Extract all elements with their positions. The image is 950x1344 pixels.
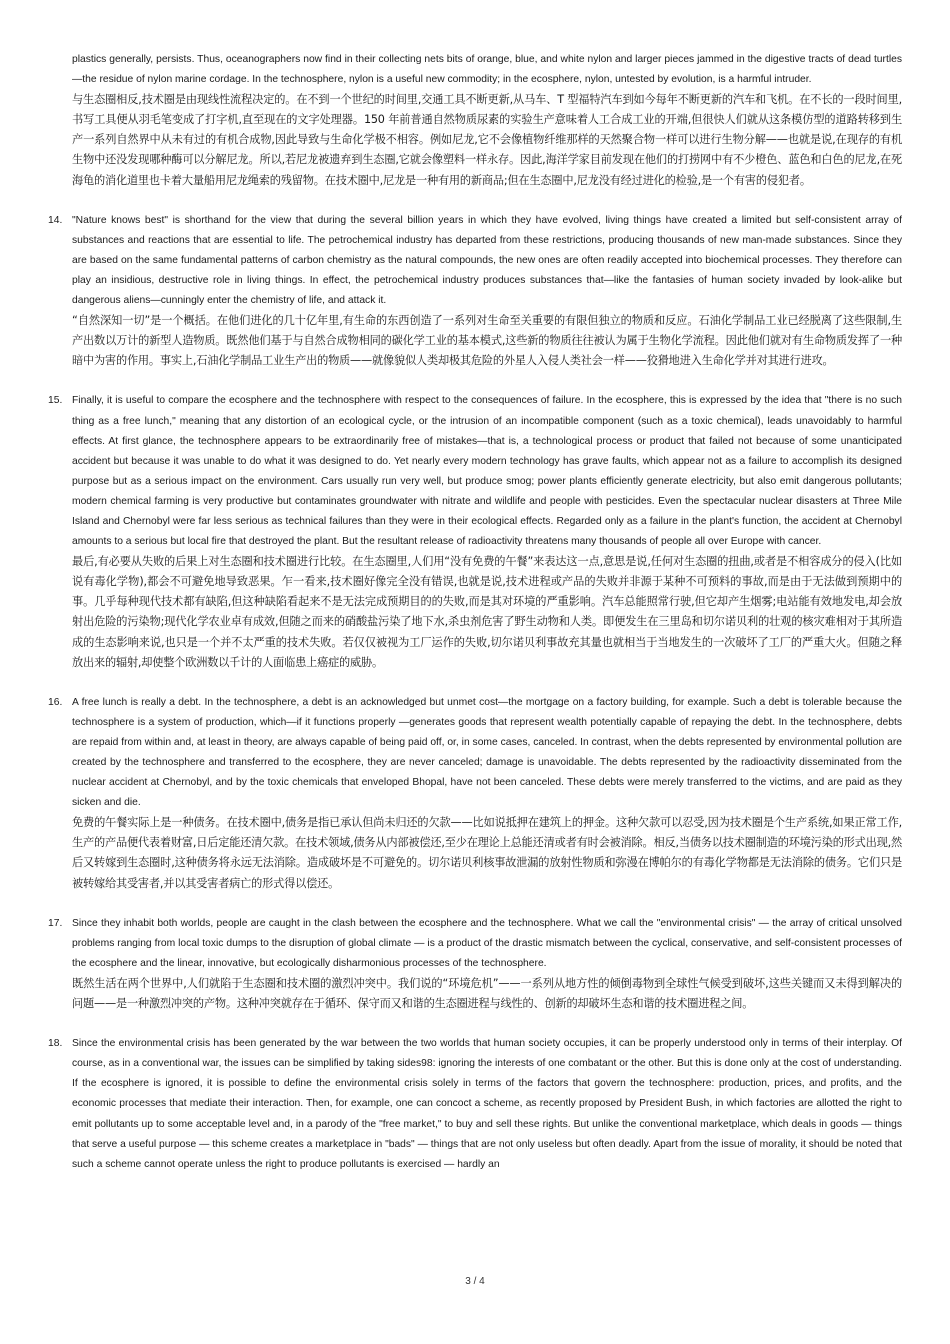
paragraph-english: Since the environmental crisis has been generated by the war between the two worlds that human society occupies, it can be properly understood only in terms of their interplay. Of course, as in a conventional war, the issues can be simplified by taking sides98: ignoring the interests of one combatant or the other. But this is done only at the cost of understanding. If the ecosphere is ignored, it is possible to define the environmental crisis solely in terms of the factors that govern the technosphere: production, prices, and profits, and the economic processes that mediate their interaction. Then, for example, one can concoct a scheme, as recently proposed by President Bush, in which factories are allotted the right to emit pollutants up to some acceptable level and, in a parody of the "free market," to buy and sell these rights. But unlike the conventional marketplace, which deals in goods — things that serve a useful purpose — this scheme creates a marketplace in "bads" — things that are not only useless but often deadly. Apart from the issue of morality, it should be noted that such a scheme cannot operate unless the right to produce pollutants is exercised — hardly an xyxy=(72,1038,902,1170)
paragraph-number: 17. xyxy=(48,917,63,929)
paragraph-number: 15. xyxy=(48,395,63,407)
paragraph-chinese: 与生态圈相反,技术圈是由现线性流程决定的。在不到一个世纪的时间里,交通工具不断更新,从马车、T 型福特汽车到如今每年不断更新的汽车和飞机。在不长的一段时间里,书写工具便从羽毛笔变成了打字机,直至现在的文字处理器。150 年前普通自然物质尿素的实验生产意味着人工合成工业的开端,但很快人们就从这条模仿型的道路转移到生产一系列自然界中从未有过的有机合成物,因此导致与生命化学极不相容。例如尼龙,它不会像植物纤维那样的天然聚合物一样可以进行生物分解——也就是说,在现存的有机生物中还没发现哪种酶可以分解尼龙。所以,若尼龙被遗弃到生态圈,它就会像塑料一样永存。因此,海洋学家目前发现在他们的打捞网中有不少橙色、蓝色和白色的尼龙,在死海龟的消化道里也卡着大量船用尼龙绳索的残留物。在技术圈中,尼龙是一种有用的新商品;但在生态圈中,尼龙没有经过进化的检验,是一个有害的侵犯者。 xyxy=(72,93,902,187)
paragraph-english: Finally, it is useful to compare the ecosphere and the technosphere with respect to the consequences of failure. In the ecosphere, this is expressed by the idea that "there is no such thing as a free lunch," meaning that any distortion of an ecological cycle, or the intrusion of an incompatible component (such as a toxic chemical), leads unavoidably to harmful effects. At first glance, the technosphere appears to be extraordinarily free of mistakes—that is, a technological process or product that failed not because of some unanticipated accident but because it was unable to do what it was designed to do. Yet nearly every modern technology has grave faults, which appear not as a failure to accomplish its designed purpose but as a serious impact on the environment. Cars usually run very well, but produce smog; power plants efficiently generate electricity, but also emit dangerous pollutants; modern chemical farming is very productive but contaminates groundwater with nitrate and wildlife and people with pesticides. Even the spectacular nuclear disasters at Three Mile Island and Chernobyl were far less serious as technical failures than they were in their ecological effects. Regarded only as a failure in the plant's function, the accident at Chernobyl amounts to a serious but local fire that destroyed the plant. But the resultant release of radioactivity threatens many thousands of people all over Europe with cancer. xyxy=(72,395,902,548)
page-content xyxy=(48,50,902,1195)
paragraph-number: 14. xyxy=(48,214,63,226)
paragraph-17 xyxy=(48,914,902,1014)
paragraph-15 xyxy=(48,391,902,672)
paragraph-english: Since they inhabit both worlds, people are caught in the clash between the ecosphere and the technosphere. What we call the "environmental crisis" — the array of critical unsolved problems ranging from local toxic dumps to the disruption of global climate — is a product of the drastic mismatch between the cyclical, conservative, and self-consistent processes of the ecosphere and the linear, innovative, but ecologically disharmonious processes of the technosphere. xyxy=(72,917,902,969)
paragraph-english: A free lunch is really a debt. In the technosphere, a debt is an acknowledged but unmet cost—the mortgage on a factory building, for example. Such a debt is tolerable because the technosphere is a system of production, which—if it functions properly —generates goods that represent wealth potentially capable of repaying the debt. In the technosphere, debts are repaid from within and, at least in theory, are always capable of being paid off, or, in some cases, canceled. In contrast, when the debts represented by environmental pollution are created by the technosphere and transferred to the ecosphere, they are never canceled; damage is unavoidable. The debts represented by the radioactivity disseminated from the nuclear accident at Chernobyl, and by the toxic chemicals that enveloped Bhopal, have not been canceled. These debts were merely transferred to the victims, and are paid as they sicken and die. xyxy=(72,696,902,809)
paragraph-english: plastics generally, persists. Thus, oceanographers now find in their collecting nets bits of orange, blue, and white nylon and larger pieces jammed in the digestive tracts of dead turtles—the residue of nylon marine cordage. In the technosphere, nylon is a useful new commodity; in the ecosphere, nylon, untested by evolution, is a harmful intruder. xyxy=(72,54,902,86)
page-number: 3 / 4 xyxy=(465,1276,485,1287)
paragraph-chinese: 免费的午餐实际上是一种债务。在技术圈中,债务是指已承认但尚未归还的欠款——比如说抵押在建筑上的押金。这种欠款可以忍受,因为技术圈是个生产系统,如果正常工作,生产的产品便代表着财富,日后定能还清欠款。在技术领域,债务从内部被偿还,至少在理论上总能还清或者有时会被消除。相反,当债务以技术圈制造的环境污染的形式出现,然后又转嫁到生态圈时,这种债务将永远无法消除。造成破坏是不可避免的。切尔诺贝利核事故泄漏的放射性物质和弥漫在博帕尔的有毒化学物都是无法消除的债务。它们只是被转嫁给其受害者,并以其受害者病亡的形式得以偿还。 xyxy=(72,816,902,890)
paragraph-chinese: 既然生活在两个世界中,人们就陷于生态圈和技术圈的激烈冲突中。我们说的“环境危机”——一系列从地方性的倾倒毒物到全球性气候受到破坏,这些关键而又未得到解决的问题——是一种激烈冲突的产物。这种冲突就存在于循环、保守而又和谐的生态圈进程与线性的、创新的却破坏生态和谐的技术圈进程之间。 xyxy=(72,976,902,1011)
paragraph-14 xyxy=(48,211,902,372)
paragraph-english: "Nature knows best" is shorthand for the view that during the several billion years in which they have evolved, living things have created a limited but self-consistent array of substances and reactions that are essential to life. The petrochemical industry has departed from these restrictions, producing thousands of new man-made substances. Since they are based on the same fundamental patterns of carbon chemistry as the natural compounds, the new ones are often readily accepted into biochemical processes. They therefore can play an insidious, destructive role in living things. In effect, the petrochemical industry produces substances that—like the fantasies of human society invaded by look-alike but dangerous aliens—cunningly enter the chemistry of life, and attack it. xyxy=(72,214,902,307)
paragraph-16 xyxy=(48,693,902,894)
continued-paragraph xyxy=(48,50,902,191)
paragraph-number: 16. xyxy=(48,696,63,708)
paragraph-18 xyxy=(48,1034,902,1175)
paragraph-number: 18. xyxy=(48,1038,63,1050)
paragraph-chinese: “自然深知一切”是一个概括。在他们进化的几十亿年里,有生命的东西创造了一系列对生命至关重要的有限但独立的物质和反应。石油化学制品工业已经脱离了这些限制,生产出数以万计的新型人造物质。既然他们基于与自然合成物相同的碳化学工业的基本模式,这些新的物质往往被认为属于生物化学流程。因此他们就对有生命物质发挥了一种暗中为害的作用。事实上,石油化学制品工业生产出的物质——就像貌似人类却极其危险的外星人入侵人类社会一样——狡猾地进入生命化学并对其进行进攻。 xyxy=(72,314,902,368)
paragraph-chinese: 最后,有必要从失败的后果上对生态圈和技术圈进行比较。在生态圈里,人们用“没有免费的午餐”来表达这一点,意思是说,任何对生态圈的扭曲,或者是不相容成分的侵入(比如说有毒化学物),都会不可避免地导致恶果。乍一看来,技术圈好像完全没有错误,也就是说,技术进程或产品的失败并非源于某种不可预料的事故,而是由于无法做到预期中的事。几乎每种现代技术都有缺陷,但这种缺陷看起来不是无法完成预期目的的失败,而是其对环境的严重影响。汽车总能照常行驶,但它却产生烟雾;电站能有效地发电,却会放射出危险的污染物;现代化学农业卓有成效,但随之而来的硝酸盐污染了地下水,杀虫剂危害了野生动物和人类。即便发生在三里岛和切尔诺贝利的壮观的核灾难相对于其所造成的生态影响来说,也只是一个并不太严重的技术失败。若仅仅被视为工厂运作的失败,切尔诺贝利事故充其量也就相当于当地发生的一次破坏了工厂的严重大火。但随之释放出来的辐射,却使整个欧洲数以千计的人面临患上癌症的威胁。 xyxy=(72,555,902,669)
